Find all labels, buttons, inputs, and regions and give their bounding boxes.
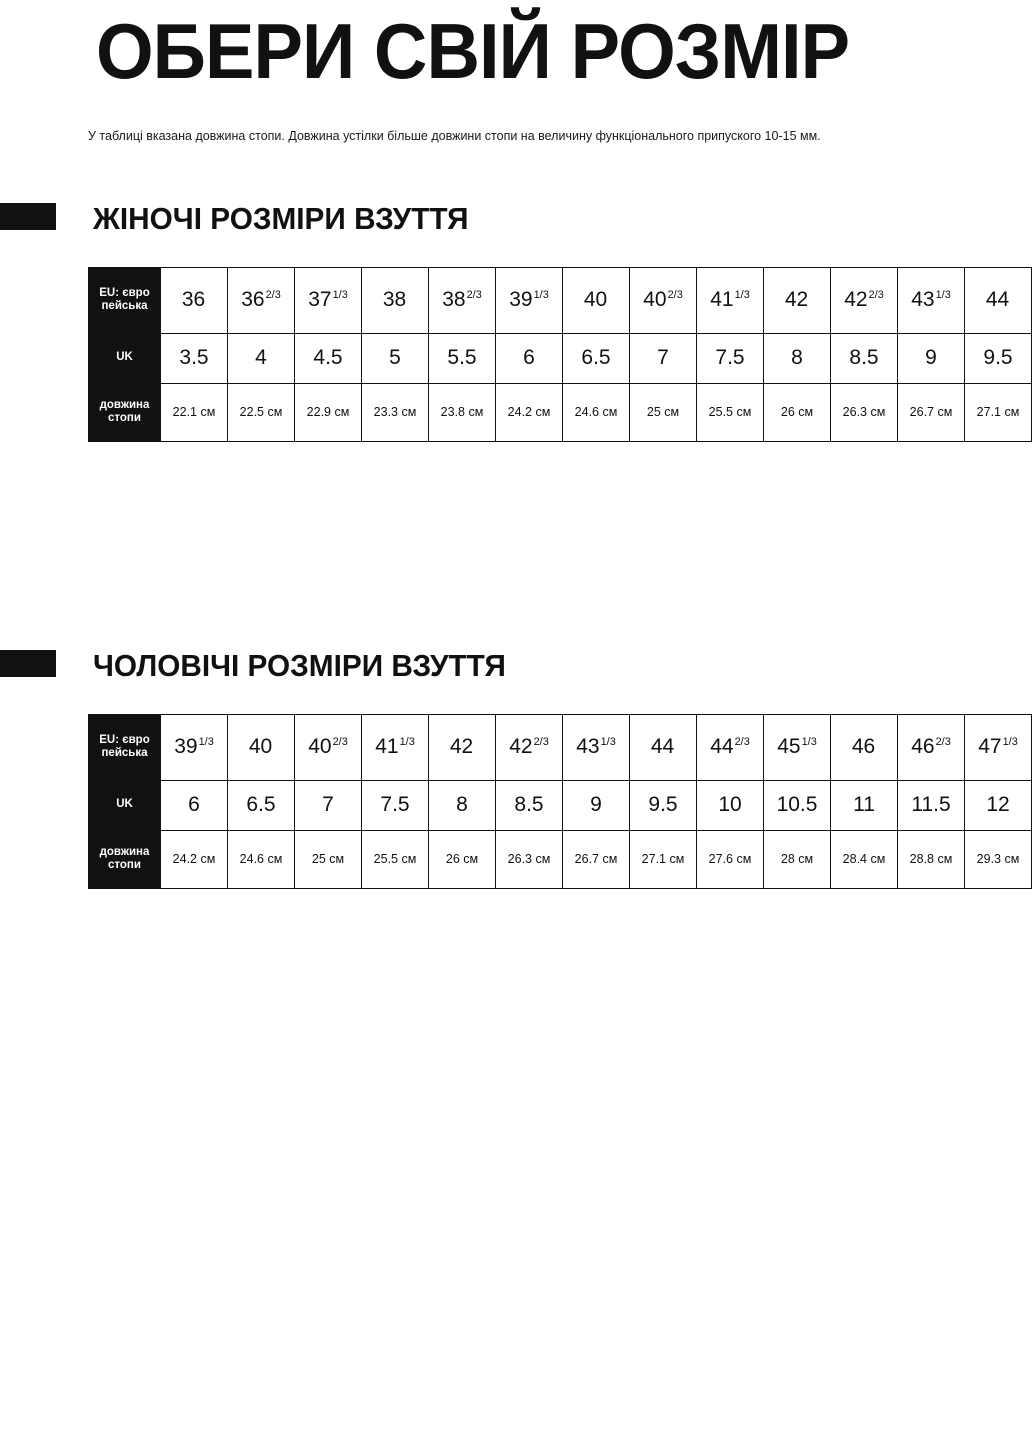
row-header-eu [89, 714, 161, 780]
cell-uk-1: 6.5 [228, 780, 295, 830]
cell-length-11: 26.7 см [898, 383, 965, 441]
section-marker-block [0, 650, 56, 677]
cell-eu-3 [362, 714, 429, 780]
row-header-uk-label: UK [116, 798, 133, 811]
cell-eu-sup: 1/3 [533, 289, 549, 302]
cell-eu-2 [295, 267, 362, 333]
cell-eu-sup: 1/3 [1002, 736, 1018, 749]
cell-uk-3: 7.5 [362, 780, 429, 830]
cell-eu-base: 44 [650, 735, 675, 759]
cell-eu-sup: 2/3 [533, 736, 549, 749]
intro-paragraph: У таблиці вказана довжина стопи. Довжина устілки більше довжини стопи на величину функціонального припуского 10-15 мм. [88, 129, 821, 143]
cell-uk-11: 9 [898, 333, 965, 383]
cell-eu-4 [429, 714, 496, 780]
cell-length-1: 24.6 см [228, 830, 295, 888]
cell-length-8: 25.5 см [697, 383, 764, 441]
cell-eu-base: 40 [643, 288, 667, 312]
cell-uk-4: 5.5 [429, 333, 496, 383]
cell-eu-sup: 2/3 [935, 736, 951, 749]
cell-uk-1: 4 [228, 333, 295, 383]
section-marker-block [0, 203, 56, 230]
page-title: ОБЕРИ СВІЙ РОЗМІР [96, 7, 850, 95]
cell-eu-7 [630, 714, 697, 780]
cell-eu-base: 44 [710, 735, 734, 759]
table-row-eu [89, 714, 1032, 780]
cell-eu-8 [697, 714, 764, 780]
cell-length-9: 28 см [764, 830, 831, 888]
cell-eu-base: 40 [583, 288, 608, 312]
cell-eu-9 [764, 267, 831, 333]
cell-eu-base: 36 [181, 288, 206, 312]
row-header-uk [89, 333, 161, 383]
table-row-eu [89, 267, 1032, 333]
cell-uk-0: 6 [161, 780, 228, 830]
cell-eu-6 [563, 714, 630, 780]
cell-eu-base: 40 [248, 735, 273, 759]
cell-eu-9 [764, 714, 831, 780]
row-header-length [89, 383, 161, 441]
cell-length-4: 23.8 см [429, 383, 496, 441]
cell-eu-base: 41 [375, 735, 399, 759]
cell-length-3: 23.3 см [362, 383, 429, 441]
cell-uk-8: 7.5 [697, 333, 764, 383]
cell-uk-5: 8.5 [496, 780, 563, 830]
cell-eu-base: 36 [241, 288, 265, 312]
cell-length-3: 25.5 см [362, 830, 429, 888]
size-guide-page [0, 7, 1035, 889]
cell-length-0: 22.1 см [161, 383, 228, 441]
cell-eu-11 [898, 714, 965, 780]
cell-eu-7 [630, 267, 697, 333]
cell-eu-base: 38 [442, 288, 466, 312]
row-header-eu [89, 267, 161, 333]
cell-eu-3 [362, 267, 429, 333]
row-header-uk-label: UK [116, 351, 133, 364]
cell-length-7: 25 см [630, 383, 697, 441]
cell-uk-10: 8.5 [831, 333, 898, 383]
cell-eu-sup: 1/3 [734, 289, 750, 302]
cell-length-5: 26.3 см [496, 830, 563, 888]
table-row-uk [89, 333, 1032, 383]
cell-length-9: 26 см [764, 383, 831, 441]
cell-length-5: 24.2 см [496, 383, 563, 441]
cell-length-6: 24.6 см [563, 383, 630, 441]
cell-eu-sup: 2/3 [734, 736, 750, 749]
cell-eu-10 [831, 714, 898, 780]
men-section-head [0, 644, 1035, 688]
row-header-length-line1: довжина [99, 398, 150, 411]
cell-eu-sup: 2/3 [466, 289, 482, 302]
cell-length-12: 29.3 см [965, 830, 1032, 888]
cell-eu-sup: 2/3 [265, 289, 281, 302]
cell-eu-base: 39 [174, 735, 198, 759]
cell-eu-sup: 1/3 [600, 736, 616, 749]
cell-uk-11: 11.5 [898, 780, 965, 830]
cell-eu-2 [295, 714, 362, 780]
cell-eu-sup: 2/3 [868, 289, 884, 302]
cell-uk-7: 7 [630, 333, 697, 383]
cell-eu-sup: 1/3 [801, 736, 817, 749]
cell-length-11: 28.8 см [898, 830, 965, 888]
cell-uk-12: 12 [965, 780, 1032, 830]
row-header-uk [89, 780, 161, 830]
cell-eu-base: 42 [784, 288, 809, 312]
cell-eu-sup: 1/3 [935, 289, 951, 302]
men-section-title: ЧОЛОВІЧІ РОЗМІРИ ВЗУТТЯ [93, 647, 506, 683]
cell-eu-0 [161, 714, 228, 780]
cell-length-0: 24.2 см [161, 830, 228, 888]
cell-eu-base: 39 [509, 288, 533, 312]
cell-eu-1 [228, 714, 295, 780]
cell-length-7: 27.1 см [630, 830, 697, 888]
cell-eu-base: 46 [911, 735, 935, 759]
cell-length-10: 28.4 см [831, 830, 898, 888]
cell-uk-6: 9 [563, 780, 630, 830]
cell-uk-12: 9.5 [965, 333, 1032, 383]
table-row-length [89, 383, 1032, 441]
table-row-length [89, 830, 1032, 888]
cell-length-2: 22.9 см [295, 383, 362, 441]
row-header-length-line1: довжина [99, 845, 150, 858]
cell-uk-5: 6 [496, 333, 563, 383]
cell-uk-3: 5 [362, 333, 429, 383]
cell-length-10: 26.3 см [831, 383, 898, 441]
cell-uk-6: 6.5 [563, 333, 630, 383]
row-header-length [89, 830, 161, 888]
cell-eu-base: 47 [978, 735, 1002, 759]
cell-eu-base: 43 [576, 735, 600, 759]
cell-eu-5 [496, 714, 563, 780]
cell-eu-sup: 2/3 [332, 736, 348, 749]
women-section-title: ЖІНОЧІ РОЗМІРИ ВЗУТТЯ [93, 200, 469, 236]
men-size-table [88, 714, 1032, 889]
row-header-eu-line1: EU: євро [99, 286, 150, 299]
cell-eu-base: 43 [911, 288, 935, 312]
cell-eu-base: 42 [449, 735, 474, 759]
cell-eu-5 [496, 267, 563, 333]
cell-eu-1 [228, 267, 295, 333]
cell-uk-7: 9.5 [630, 780, 697, 830]
cell-eu-base: 37 [308, 288, 332, 312]
cell-eu-sup: 1/3 [399, 736, 415, 749]
cell-eu-base: 46 [851, 735, 876, 759]
cell-uk-2: 7 [295, 780, 362, 830]
cell-eu-6 [563, 267, 630, 333]
women-size-table [88, 267, 1032, 442]
cell-eu-base: 38 [382, 288, 407, 312]
women-table-wrap [88, 267, 1035, 442]
cell-eu-base: 40 [308, 735, 332, 759]
cell-eu-sup: 1/3 [332, 289, 348, 302]
cell-eu-0 [161, 267, 228, 333]
table-row-uk [89, 780, 1032, 830]
cell-length-12: 27.1 см [965, 383, 1032, 441]
cell-eu-12 [965, 714, 1032, 780]
women-section [0, 197, 1035, 442]
cell-uk-9: 10.5 [764, 780, 831, 830]
women-section-head [0, 197, 1035, 241]
cell-eu-sup: 1/3 [198, 736, 214, 749]
cell-uk-0: 3.5 [161, 333, 228, 383]
row-header-eu-line2: пейська [101, 747, 148, 760]
cell-eu-4 [429, 267, 496, 333]
cell-eu-12 [965, 267, 1032, 333]
section-spacer [0, 442, 1035, 592]
cell-length-4: 26 см [429, 830, 496, 888]
cell-length-2: 25 см [295, 830, 362, 888]
cell-eu-base: 42 [844, 288, 868, 312]
cell-eu-10 [831, 267, 898, 333]
cell-eu-base: 44 [985, 288, 1010, 312]
row-header-length-line2: стопи [108, 412, 141, 425]
cell-eu-8 [697, 267, 764, 333]
cell-uk-9: 8 [764, 333, 831, 383]
cell-eu-11 [898, 267, 965, 333]
cell-uk-8: 10 [697, 780, 764, 830]
cell-length-8: 27.6 см [697, 830, 764, 888]
cell-eu-base: 45 [777, 735, 801, 759]
cell-length-6: 26.7 см [563, 830, 630, 888]
cell-eu-base: 41 [710, 288, 734, 312]
row-header-length-line2: стопи [108, 859, 141, 872]
row-header-eu-line2: пейська [101, 300, 148, 313]
cell-eu-base: 42 [509, 735, 533, 759]
cell-uk-4: 8 [429, 780, 496, 830]
men-section [0, 644, 1035, 889]
men-table-wrap [88, 714, 1035, 889]
row-header-eu-line1: EU: євро [99, 733, 150, 746]
cell-length-1: 22.5 см [228, 383, 295, 441]
cell-uk-10: 11 [831, 780, 898, 830]
cell-uk-2: 4.5 [295, 333, 362, 383]
cell-eu-sup: 2/3 [667, 289, 683, 302]
